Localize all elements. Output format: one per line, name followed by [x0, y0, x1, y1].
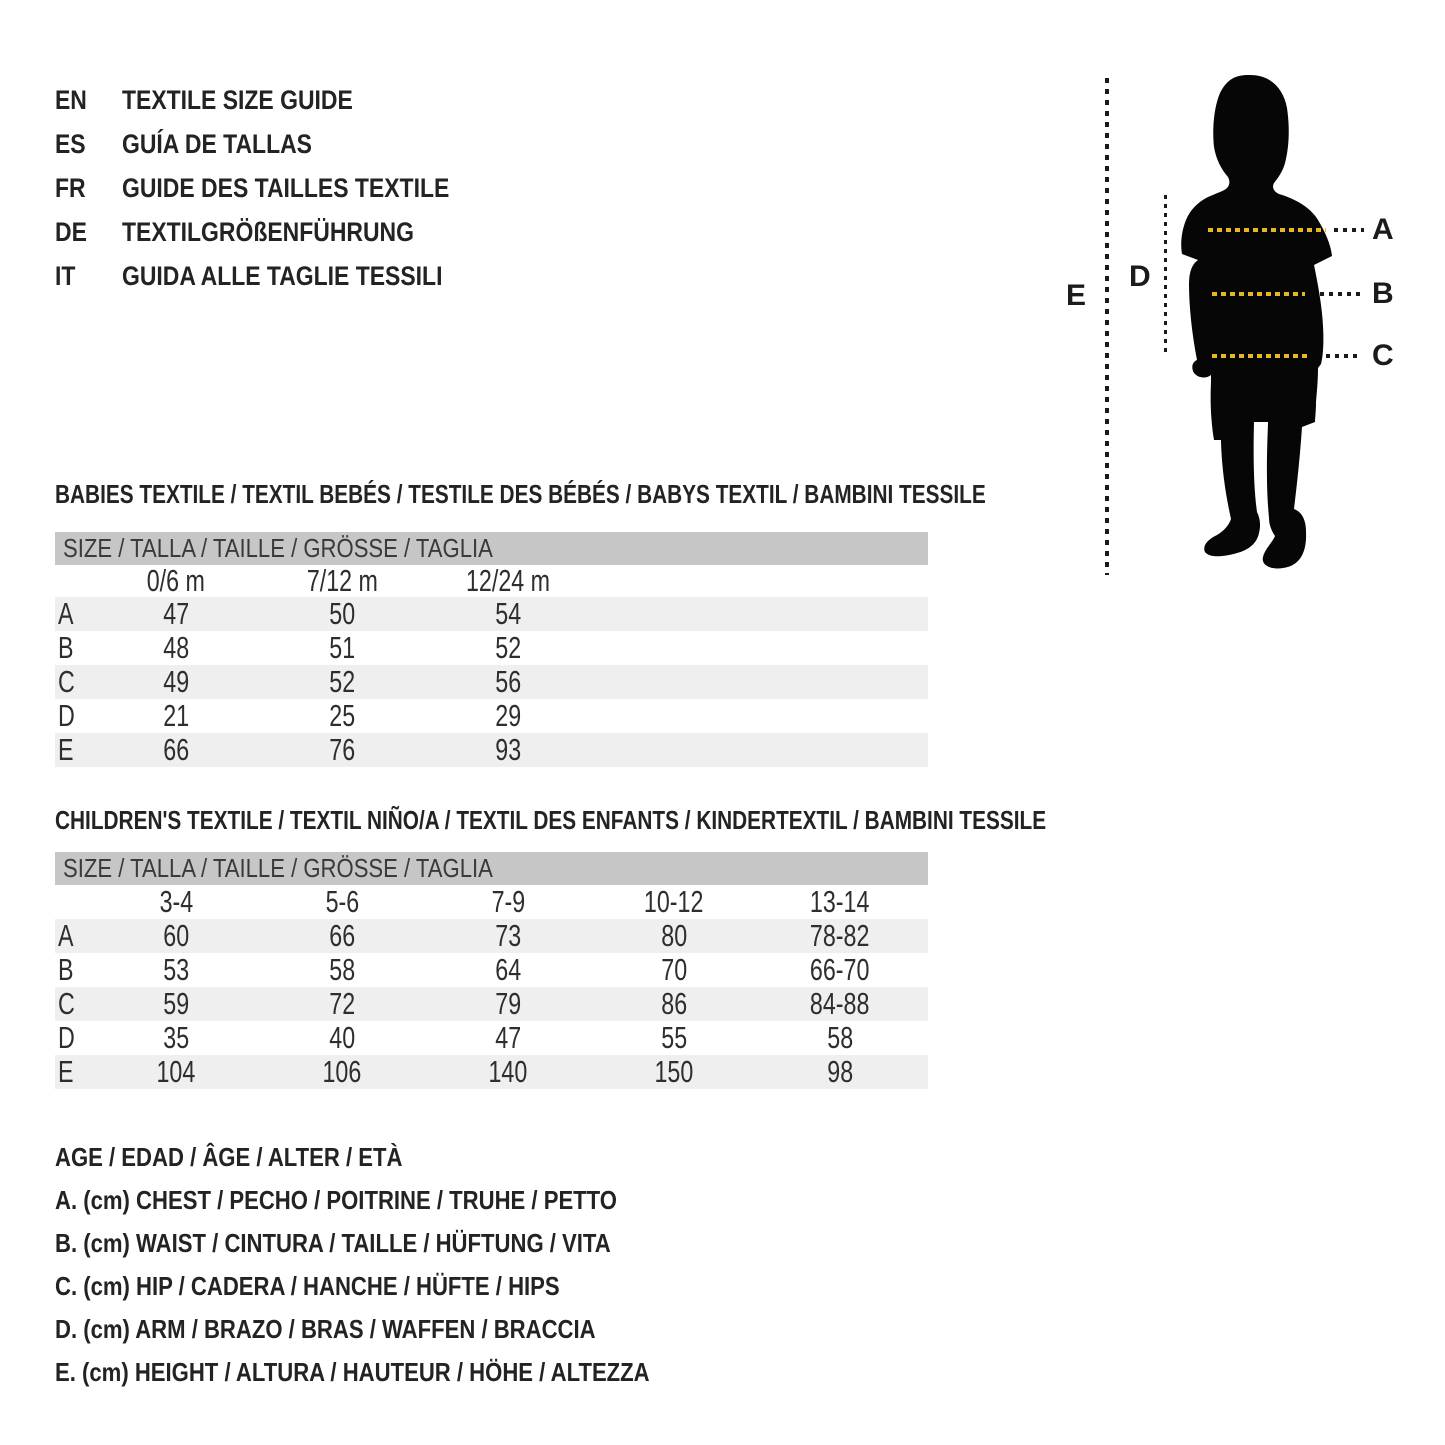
cell-value: 25	[329, 698, 355, 733]
row-label-A: A	[58, 596, 74, 631]
measure-label-A: A	[1372, 213, 1394, 246]
babies-col-7-12m-text: 7/12 m	[306, 563, 378, 598]
row-label-cell	[55, 596, 93, 632]
cell	[757, 1054, 923, 1090]
cell	[757, 1020, 923, 1056]
legend-height	[55, 1351, 755, 1394]
cell	[259, 986, 425, 1022]
babies-size-header-bar	[55, 532, 928, 565]
cell	[757, 918, 923, 954]
cell	[425, 698, 591, 734]
hip-measure-line-C	[1212, 354, 1307, 358]
cell	[93, 596, 259, 632]
cell-value: 40	[329, 1020, 355, 1055]
legend-chest-text: A. (cm) CHEST / PECHO / POITRINE / TRUHE / PETTO	[55, 1185, 617, 1215]
language-code-de: DE	[55, 216, 87, 247]
children-col-5-6	[259, 884, 425, 920]
row-label-D: D	[58, 698, 75, 733]
row-label-D: D	[58, 1020, 75, 1055]
cell-value: 64	[495, 952, 521, 987]
cell	[425, 596, 591, 632]
cell-value: 73	[495, 918, 521, 953]
cell	[591, 986, 757, 1022]
cell	[259, 630, 425, 666]
cell-value: 84-88	[810, 986, 870, 1021]
language-title-list	[55, 78, 507, 298]
language-code-es: ES	[55, 128, 86, 159]
guide-title-es: GUÍA DE TALLAS	[122, 128, 312, 159]
cell-value: 66	[163, 732, 189, 767]
cell-value: 48	[163, 630, 189, 665]
row-label-C: C	[58, 664, 75, 699]
legend-age	[55, 1136, 755, 1179]
chest-measure-line-A	[1208, 228, 1326, 232]
row-label-cell	[55, 1020, 93, 1056]
cell-value: 58	[329, 952, 355, 987]
language-row-de	[55, 210, 507, 254]
cell-value: 53	[163, 952, 189, 987]
measure-label-E: E	[1066, 279, 1087, 312]
cell	[93, 986, 259, 1022]
children-col-13-14	[757, 884, 923, 920]
legend-hip	[55, 1265, 755, 1308]
cell	[259, 732, 425, 768]
cell	[425, 1020, 591, 1056]
legend-waist-text: B. (cm) WAIST / CINTURA / TAILLE / HÜFTUNG / VITA	[55, 1228, 611, 1258]
children-row-D	[55, 1021, 928, 1055]
cell-value: 86	[661, 986, 687, 1021]
cell-value: 66-70	[810, 952, 870, 987]
children-row-E	[55, 1055, 928, 1089]
cell-value: 35	[163, 1020, 189, 1055]
cell-value: 98	[827, 1054, 853, 1089]
cell-value: 72	[329, 986, 355, 1021]
measure-label-C: C	[1372, 339, 1394, 372]
cell	[259, 1054, 425, 1090]
cell-value: 52	[329, 664, 355, 699]
cell	[259, 952, 425, 988]
cell	[93, 698, 259, 734]
row-label-B: B	[58, 630, 74, 665]
language-row-en	[55, 78, 507, 122]
children-col-3-4-text: 3-4	[159, 884, 193, 919]
cell	[93, 952, 259, 988]
row-label-A: A	[58, 918, 74, 953]
babies-section-title-text: BABIES TEXTILE / TEXTIL BEBÉS / TESTILE DES BÉBÉS / BABYS TEXTIL / BAMBINI TESSILE	[55, 478, 986, 509]
cell	[591, 1054, 757, 1090]
cell	[591, 918, 757, 954]
cell-value: 60	[163, 918, 189, 953]
waist-measure-line-B-extension	[1320, 292, 1362, 296]
cell-value: 150	[654, 1054, 694, 1089]
children-section-title-text: CHILDREN'S TEXTILE / TEXTIL NIÑO/A / TEXTIL DES ENFANTS / KINDERTEXTIL / BAMBINI TESSILE	[55, 804, 1047, 835]
cell	[93, 732, 259, 768]
guide-title-de: TEXTILGRÖßENFÜHRUNG	[122, 216, 414, 247]
babies-size-table	[55, 532, 928, 767]
babies-row-E	[55, 733, 928, 767]
legend-height-text: E. (cm) HEIGHT / ALTURA / HAUTEUR / HÖHE / ALTEZZA	[55, 1357, 650, 1387]
cell-value: 79	[495, 986, 521, 1021]
language-code-it: IT	[55, 260, 76, 291]
babies-col-0-6m	[93, 563, 259, 599]
children-size-header-bar	[55, 852, 928, 885]
row-label-cell	[55, 630, 93, 666]
babies-size-header-text: SIZE / TALLA / TAILLE / GRÖSSE / TAGLIA	[63, 533, 493, 563]
cell-value: 47	[163, 596, 189, 631]
cell	[93, 1020, 259, 1056]
cell-value: 76	[329, 732, 355, 767]
babies-column-header-row	[55, 565, 928, 597]
cell-value: 80	[661, 918, 687, 953]
row-label-cell	[55, 698, 93, 734]
hip-measure-line-C-extension	[1326, 354, 1362, 358]
legend-hip-text: C. (cm) HIP / CADERA / HANCHE / HÜFTE / HIPS	[55, 1271, 560, 1301]
children-column-header-row	[55, 885, 928, 919]
cell-value: 66	[329, 918, 355, 953]
cell-value: 50	[329, 596, 355, 631]
children-size-table	[55, 852, 928, 1089]
cell	[259, 698, 425, 734]
babies-col-0-6m-text: 0/6 m	[146, 563, 206, 598]
cell-value: 93	[495, 732, 521, 767]
cell-value: 59	[163, 986, 189, 1021]
measure-label-D: D	[1129, 260, 1151, 293]
children-col-7-9-text: 7-9	[491, 884, 525, 919]
cell	[425, 918, 591, 954]
cell-value: 70	[661, 952, 687, 987]
row-label-cell	[55, 986, 93, 1022]
cell-value: 58	[827, 1020, 853, 1055]
cell-value: 52	[495, 630, 521, 665]
cell	[757, 986, 923, 1022]
children-col-5-6-text: 5-6	[325, 884, 359, 919]
cell-value: 78-82	[810, 918, 870, 953]
row-label-cell	[55, 952, 93, 988]
cell-value: 54	[495, 596, 521, 631]
children-section-title	[55, 803, 1294, 837]
cell	[425, 630, 591, 666]
cell	[259, 664, 425, 700]
legend-age-text: AGE / EDAD / ÂGE / ALTER / ETÀ	[55, 1142, 403, 1172]
children-col-10-12-text: 10-12	[644, 884, 704, 919]
legend-arm-text: D. (cm) ARM / BRAZO / BRAS / WAFFEN / BRACCIA	[55, 1314, 596, 1344]
language-row-es	[55, 122, 507, 166]
row-label-E: E	[58, 732, 74, 767]
cell-value: 106	[322, 1054, 362, 1089]
babies-col-12-24m	[425, 563, 591, 599]
cell	[757, 952, 923, 988]
cell	[93, 630, 259, 666]
babies-row-C	[55, 665, 928, 699]
cell	[425, 732, 591, 768]
waist-measure-line-B	[1212, 292, 1305, 296]
babies-row-D	[55, 699, 928, 733]
cell-value: 55	[661, 1020, 687, 1055]
row-label-C: C	[58, 986, 75, 1021]
cell-value: 49	[163, 664, 189, 699]
cell	[591, 1020, 757, 1056]
cell-value: 29	[495, 698, 521, 733]
row-label-cell	[55, 918, 93, 954]
row-label-E: E	[58, 1054, 74, 1089]
row-label-B: B	[58, 952, 74, 987]
row-label-cell	[55, 732, 93, 768]
cell-value: 51	[329, 630, 355, 665]
children-col-7-9	[425, 884, 591, 920]
legend-waist	[55, 1222, 755, 1265]
legend-chest	[55, 1179, 755, 1222]
children-col-10-12	[591, 884, 757, 920]
children-col-13-14-text: 13-14	[810, 884, 870, 919]
cell	[93, 664, 259, 700]
cell	[259, 596, 425, 632]
chest-measure-line-A-extension	[1334, 228, 1364, 232]
babies-col-7-12m	[259, 563, 425, 599]
row-label-cell	[55, 664, 93, 700]
children-row-A	[55, 919, 928, 953]
row-label-cell	[55, 1054, 93, 1090]
legend-arm	[55, 1308, 755, 1351]
measurement-legend	[55, 1136, 755, 1394]
children-row-B	[55, 953, 928, 987]
cell	[591, 952, 757, 988]
arm-measure-line-D	[1164, 195, 1167, 353]
cell	[93, 1054, 259, 1090]
children-col-3-4	[93, 884, 259, 920]
language-row-fr	[55, 166, 507, 210]
guide-title-it: GUIDA ALLE TAGLIE TESSILI	[122, 260, 443, 291]
cell-value: 47	[495, 1020, 521, 1055]
babies-row-A	[55, 597, 928, 631]
guide-title-fr: GUIDE DES TAILLES TEXTILE	[122, 172, 450, 203]
cell	[425, 952, 591, 988]
language-code-en: EN	[55, 84, 87, 115]
children-row-C	[55, 987, 928, 1021]
cell	[259, 1020, 425, 1056]
babies-row-B	[55, 631, 928, 665]
cell-value: 140	[488, 1054, 528, 1089]
children-size-header-text: SIZE / TALLA / TAILLE / GRÖSSE / TAGLIA	[63, 853, 493, 883]
babies-col-12-24m-text: 12/24 m	[465, 563, 550, 598]
cell	[425, 1054, 591, 1090]
cell-value: 104	[156, 1054, 196, 1089]
babies-section-title	[55, 477, 1218, 511]
cell	[93, 918, 259, 954]
cell-value: 56	[495, 664, 521, 699]
guide-title-en: TEXTILE SIZE GUIDE	[122, 84, 353, 115]
cell-value: 21	[163, 698, 189, 733]
cell	[259, 918, 425, 954]
language-row-it	[55, 254, 507, 298]
language-code-fr: FR	[55, 172, 86, 203]
cell	[425, 986, 591, 1022]
cell	[425, 664, 591, 700]
measure-label-B: B	[1372, 277, 1394, 310]
